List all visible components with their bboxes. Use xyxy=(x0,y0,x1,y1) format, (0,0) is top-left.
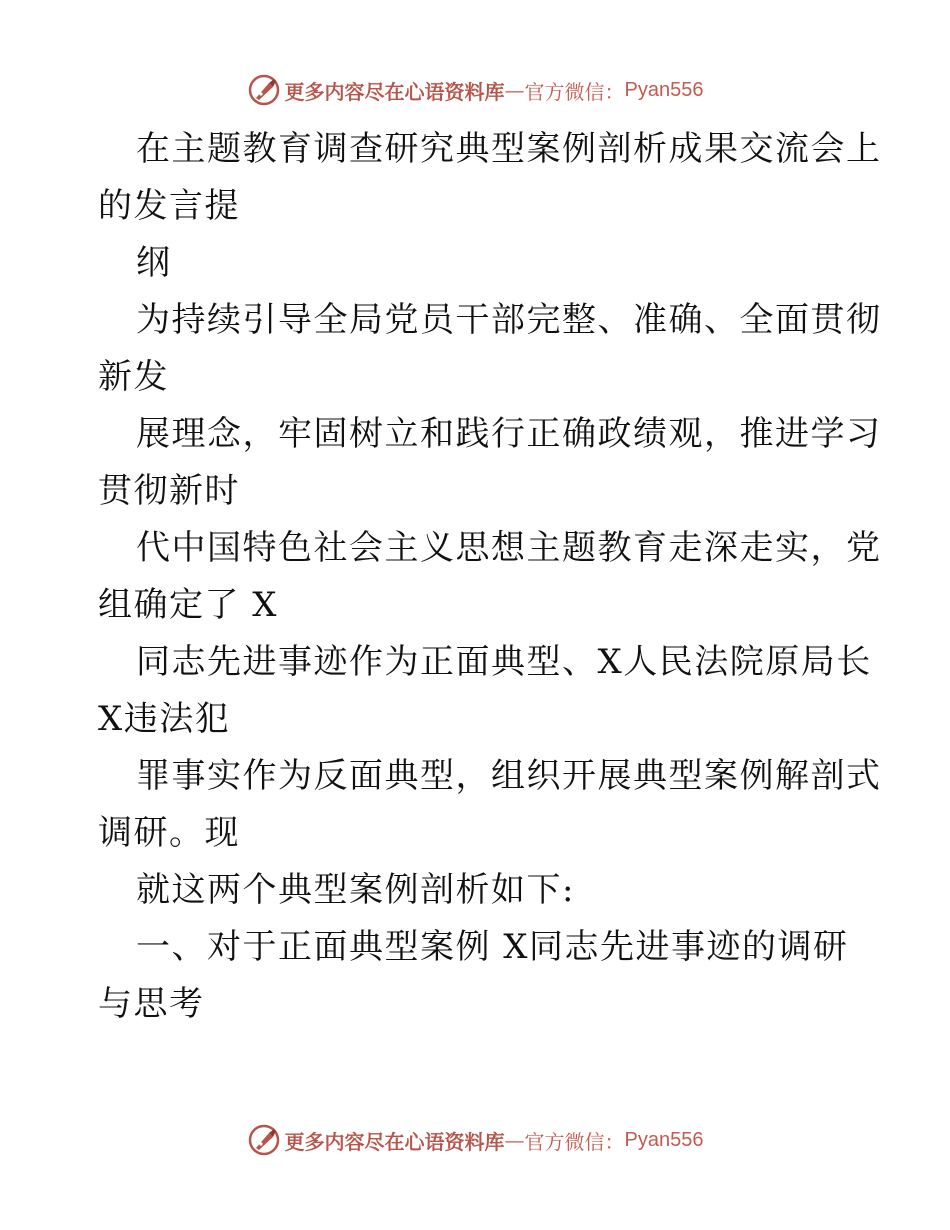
body-line-16: 与思考 xyxy=(98,984,205,1024)
body-line-9: 组确定了 X xyxy=(98,585,279,625)
footer-brand-text: 更多内容尽在心语资料库 xyxy=(284,1129,505,1154)
header-brand-text: 更多内容尽在心语资料库 xyxy=(284,79,505,104)
body-line-14: 就这两个典型案例剖析如下: xyxy=(136,870,575,910)
footer-watermark xyxy=(0,1120,950,1160)
body-line-5: 新发 xyxy=(98,357,169,397)
body-line-11: X违法犯 xyxy=(98,699,231,739)
body-line-1: 在主题教育调查研究典型案例剖析成果交流会上 xyxy=(136,129,882,169)
body-line-7: 贯彻新时 xyxy=(98,471,240,511)
body-line-8: 代中国特色社会主义思想主题教育走深走实，党 xyxy=(136,528,882,568)
header-wechat-id: Pyan556 xyxy=(624,78,704,101)
body-line-15: 一、对于正面典型案例 X同志先进事迹的调研 xyxy=(136,927,849,967)
header-wechat-label: 官方微信： xyxy=(524,79,625,104)
document-body xyxy=(98,121,882,1033)
body-line-12: 罪事实作为反面典型，组织开展典型案例解剖式 xyxy=(136,756,882,796)
footer-wechat-id: Pyan556 xyxy=(624,1128,704,1151)
body-line-4: 为持续引导全局党员干部完整、准确、全面贯彻 xyxy=(136,300,882,340)
body-line-13: 调研。现 xyxy=(98,813,240,853)
pen-nib-logo-icon xyxy=(247,1123,281,1157)
header-dash: — xyxy=(504,78,525,102)
header-watermark xyxy=(0,70,950,110)
body-line-6: 展理念，牢固树立和践行正确政绩观，推进学习 xyxy=(136,414,882,454)
body-line-10: 同志先进事迹作为正面典型、X人民法院原局长 xyxy=(136,642,872,682)
footer-dash: — xyxy=(504,1128,525,1152)
body-line-2: 的发言提 xyxy=(98,186,240,226)
footer-wechat-label: 官方微信： xyxy=(524,1129,625,1154)
pen-nib-logo-icon xyxy=(247,73,281,107)
body-line-3: 纲 xyxy=(136,243,172,283)
